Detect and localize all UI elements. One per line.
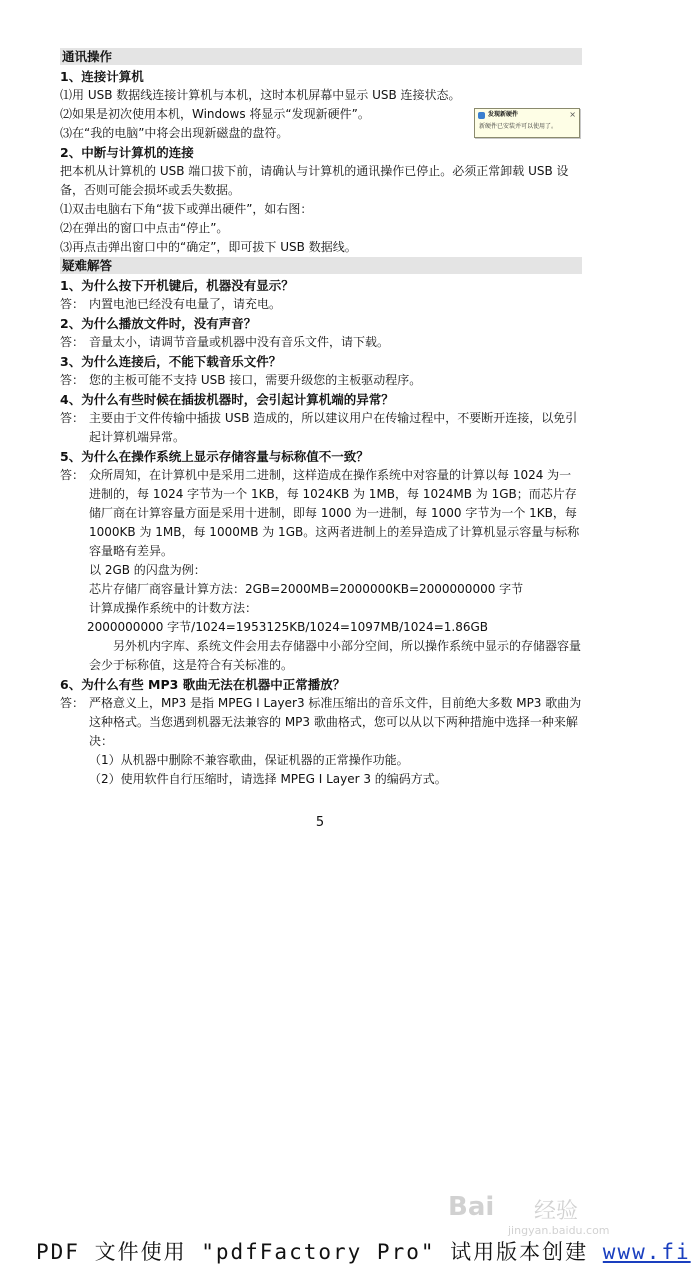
connect-step-3: ⑶在“我的电脑”中将会出现新磁盘的盘符。 xyxy=(60,126,289,140)
faq-answer-6-option-1: （1）从机器中删除不兼容歌曲，保证机器的正常操作功能。 xyxy=(89,753,409,767)
faq-answer-2 xyxy=(60,333,582,352)
faq-question-6: 6、为什么有些 MP3 歌曲无法在机器中正常播放？ xyxy=(60,677,346,692)
faq-answer-5-more: 另外机内字库、系统文件会用去存储器中小部分空间，所以操作系统中显示的存储器容量会少于标称值，这是符合有关标准的。 xyxy=(89,639,582,672)
page-number: 5 xyxy=(315,815,325,830)
disconnect-step-3: ⑶再点击弹出窗口中的“确定”，即可拔下 USB 数据线。 xyxy=(60,240,357,254)
answer-label: 答： xyxy=(60,297,85,311)
disconnect-intro: 把本机从计算机的 USB 端口拔下前，请确认与计算机的通讯操作已停止。必须正常卸载 USB 设备，否则可能会损坏或丢失数据。 xyxy=(60,164,569,197)
subheading-connect: 1、连接计算机 xyxy=(60,69,144,84)
close-icon: × xyxy=(569,110,576,119)
disconnect-step-2: ⑵在弹出的窗口中点击“停止”。 xyxy=(60,221,229,235)
faq-answer-3 xyxy=(60,371,582,390)
faq-question-5: 5、为什么在操作系统上显示存储容量与标称值不一致？ xyxy=(60,449,369,464)
subheading-disconnect: 2、中断与计算机的连接 xyxy=(60,145,194,160)
faq-answer-4 xyxy=(60,409,582,447)
connect-step-2: ⑵如果是初次使用本机，Windows 将显示“发现新硬件”。 xyxy=(60,107,370,121)
baidu-watermark xyxy=(448,1184,608,1240)
watermark-brand: Bai xyxy=(448,1192,495,1222)
pdf-footer xyxy=(36,1236,691,1266)
answer-text: 内置电池已经没有电量了，请充电。 xyxy=(89,297,282,311)
answer-label: 答： xyxy=(60,696,85,710)
faq-question-1: 1、为什么按下开机键后，机器没有显示？ xyxy=(60,278,294,293)
faq-answer-5-vendor-calc: 芯片存储厂商容量计算方法：2GB=2000MB=2000000KB=2000000000 字节 xyxy=(89,582,524,596)
answer-text: 主要由于文件传输中插拔 USB 造成的，所以建议用户在传输过程中，不要断开连接，以免引起计算机端异常。 xyxy=(89,411,578,444)
section-heading-comm: 通讯操作 xyxy=(60,48,582,65)
new-hardware-popup xyxy=(474,108,580,138)
answer-label: 答： xyxy=(60,411,85,425)
popup-body: 新硬件已安装并可以使用了。 xyxy=(479,123,558,130)
watermark-url: jingyan.baidu.com xyxy=(508,1224,610,1237)
watermark-brand-2: 经验 xyxy=(534,1199,579,1224)
answer-label: 答： xyxy=(60,373,85,387)
faq-question-2: 2、为什么播放文件时，没有声音？ xyxy=(60,316,257,331)
faq-answer-5-example: 以 2GB 的闪盘为例： xyxy=(89,563,206,577)
faq-question-3: 3、为什么连接后，不能下载音乐文件？ xyxy=(60,354,282,369)
footer-text: PDF 文件使用 "pdfFactory Pro" 试用版本创建 xyxy=(36,1240,603,1264)
disconnect-step-1: ⑴双击电脑右下角“拔下或弹出硬件”，如右图： xyxy=(60,202,313,216)
popup-title: 发现新硬件 xyxy=(488,111,519,118)
faq-answer-6-option-2: （2）使用软件自行压缩时，请选择 MPEG I Layer 3 的编码方式。 xyxy=(89,772,447,786)
faq-answer-5 xyxy=(60,466,582,561)
answer-label: 答： xyxy=(60,335,85,349)
section-heading-faq: 疑难解答 xyxy=(60,257,582,274)
footer-link[interactable]: www.fi xyxy=(602,1240,691,1264)
faq-answer-6 xyxy=(60,694,582,751)
faq-answer-5-os-calc: 2000000000 字节/1024=1953125KB/1024=1097MB/1024=1.86GB xyxy=(87,620,488,634)
answer-text: 音量太小，请调节音量或机器中没有音乐文件，请下载。 xyxy=(89,335,390,349)
hardware-icon xyxy=(478,112,485,119)
answer-label: 答： xyxy=(60,468,85,482)
answer-text: 严格意义上，MP3 是指 MPEG I Layer3 标准压缩出的音乐文件，目前绝大多数 MP3 歌曲为这种格式。当您遇到机器无法兼容的 MP3 歌曲格式，您可以从以下两种措施中选择一种来解决： xyxy=(89,696,582,748)
answer-text: 您的主板可能不支持 USB 接口，需要升级您的主板驱动程序。 xyxy=(89,373,422,387)
answer-text: 众所周知，在计算机中是采用二进制，这样造成在操作系统中对容量的计算以每 1024 为一进制的，每 1024 字节为一个 1KB，每 1024KB 为 1MB，每 1024MB 为 1GB；而芯片存储厂商在计算容量方面是采用十进制，即每 1000 为一进制，每 1000 字节为一个 1KB，每 1000KB 为 1MB，每 1000MB 为 1GB。这两者进制上的差异造成了计算机显示容量与标称容量略有差异。 xyxy=(89,468,580,558)
faq-question-4: 4、为什么有些时候在插拔机器时，会引起计算机端的异常？ xyxy=(60,392,394,407)
document-page xyxy=(60,48,582,789)
faq-answer-5-os-label: 计算成操作系统中的计数方法： xyxy=(89,601,258,615)
connect-step-1: ⑴用 USB 数据线连接计算机与本机，这时本机屏幕中显示 USB 连接状态。 xyxy=(60,88,461,102)
faq-answer-1 xyxy=(60,295,582,314)
